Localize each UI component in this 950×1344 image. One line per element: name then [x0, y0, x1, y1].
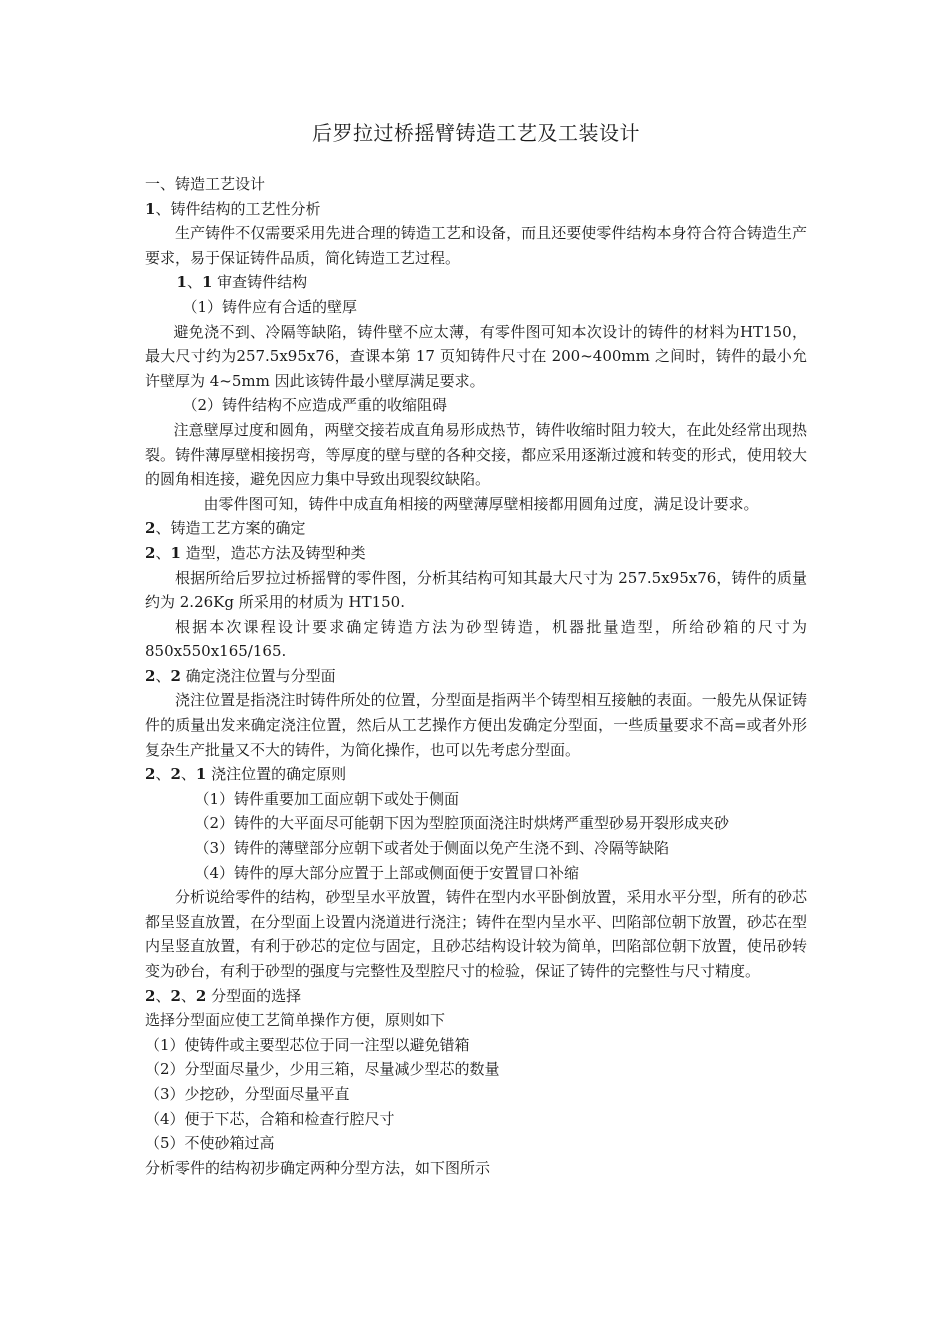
paragraph-parting-principles: 选择分型面应使工艺简单操作方便，原则如下 [145, 1011, 446, 1030]
heading-number: 2 [170, 666, 181, 685]
list-item: （1）铸件重要加工面应朝下或处于侧面 [194, 789, 460, 808]
paragraph-intro: 生产铸件不仅需要采用先进合理的铸造工艺和设备，而且还要使零件结构本身符合符合铸造生产要求，易于保证铸件品质，简化铸造工艺过程。 [145, 224, 807, 267]
heading-number: 2 [170, 986, 181, 1005]
heading-separator: 、 [180, 986, 196, 1005]
heading-separator: 、 [180, 765, 196, 784]
document-title: 后罗拉过桥摇臂铸造工艺及工装设计 [312, 121, 640, 145]
section-heading-1-1-1 [145, 270, 807, 295]
paragraph-analysis: 分析说给零件的结构，砂型呈水平放置，铸件在型内水平卧倒放置，采用水平分型，所有的砂芯都呈竖直放置，在分型面上设置内浇道进行浇注；铸件在型内呈水平、凹陷部位朝下放置，砂芯在型内呈竖直放置，有利于砂芯的定位与固定，且砂芯结构设计较为简单，凹陷部位朝下放置，使吊砂转变为砂台，有利于砂型的强度与完整性及型腔尺寸的检验，保证了铸件的完整性与尺寸精度。 [145, 888, 807, 980]
paragraph-casting-method: 根据本次课程设计要求确定铸造方法为砂型铸造，机器批量造型，所给砂箱的尺寸为 850x550x165/165. [145, 617, 807, 661]
heading-number: 1 [201, 273, 213, 292]
heading-number: 1 [176, 273, 187, 292]
list-item: （2）铸件的大平面尽可能朝下因为型腔顶面浇注时烘烤严重型砂易开裂形成夹砂 [194, 814, 730, 833]
heading-number: 1 [170, 543, 181, 562]
list-item-shrinkage: （2）铸件结构不应造成严重的收缩阻碍 [182, 396, 448, 415]
section-heading-2 [145, 516, 807, 541]
paragraph-conclusion: 由零件图可知，铸件中成直角相接的两壁薄厚壁相接都用圆角过度，满足设计要求。 [203, 494, 759, 513]
heading-number: 1 [195, 765, 207, 784]
heading-text: 浇注位置的确定原则 [206, 765, 347, 784]
list-item: （4）铸件的厚大部分应置于上部或侧面便于安置冒口补缩 [194, 863, 580, 882]
heading-number: 2 [145, 765, 156, 784]
heading-separator: 、 [155, 666, 171, 685]
section-heading-2-1 [145, 541, 807, 566]
list-item: （3）少挖砂，分型面尽量平直 [145, 1084, 350, 1103]
heading-number: 1 [145, 199, 156, 218]
heading-text: 分型面的选择 [206, 986, 302, 1005]
paragraph-part-dimensions: 根据所给后罗拉过桥摇臂的零件图，分析其结构可知其最大尺寸为 257.5x95x76，铸件的质量约为 2.26Kg 所采用的材质为 HT150. [145, 568, 807, 612]
heading-text: 、铸造工艺方案的确定 [155, 519, 306, 538]
section-heading-2-2-1 [145, 762, 807, 787]
paragraph-pouring-position: 浇注位置是指浇注时铸件所处的位置，分型面是指两半个铸型相互接触的表面。一般先从保证铸件的质量出发来确定浇注位置，然后从工艺操作方便出发确定分型面，一些质量要求不高=或者外形复杂生产批量又不大的铸件，为简化操作，也可以先考虑分型面。 [145, 691, 807, 759]
paragraph-wall-thickness: 避免浇不到、冷隔等缺陷，铸件壁不应太薄，有零件图可知本次设计的铸件的材料为HT150，最大尺寸约为257.5x95x76，查课本第 17 页知铸件尺寸在 200~400mm 之间时，铸件的最小允许壁厚为 4~5mm 因此该铸件最小壁厚满足要求。 [145, 322, 807, 390]
list-item: （2）分型面尽量少，少用三箱，尽量减少型芯的数量 [145, 1060, 500, 1079]
heading-separator: 、 [155, 765, 171, 784]
heading-number: 2 [170, 765, 181, 784]
list-item: （1）使铸件或主要型芯位于同一注型以避免错箱 [145, 1035, 470, 1054]
heading-number: 2 [145, 519, 156, 538]
heading-number: 2 [145, 666, 156, 685]
list-item-wall-thickness: （1）铸件应有合适的壁厚 [182, 297, 358, 316]
document-page [145, 118, 807, 1180]
heading-number: 2 [195, 986, 207, 1005]
heading-number: 2 [145, 986, 156, 1005]
heading-number: 2 [145, 543, 156, 562]
list-item: （3）铸件的薄壁部分应朝下或者处于侧面以免产生浇不到、冷隔等缺陷 [194, 839, 670, 858]
heading-text: 审查铸件结构 [212, 273, 308, 292]
heading-text: 、铸件结构的工艺性分析 [155, 199, 321, 218]
heading-separator: 、 [155, 986, 171, 1005]
heading-text: 确定浇注位置与分型面 [180, 666, 336, 685]
section-heading-2-2 [145, 664, 807, 689]
heading-text: 造型，造芯方法及铸型种类 [180, 543, 366, 562]
paragraph-figure-intro: 分析零件的结构初步确定两种分型方法，如下图所示 [145, 1158, 491, 1177]
section-heading-1-1 [145, 197, 807, 222]
paragraph-shrinkage: 注意壁厚过度和圆角，两壁交接若成直角易形成热节，铸件收缩时阻力较大，在此处经常出现热裂。铸件薄厚壁相接拐弯，等厚度的壁与壁的各种交接，都应采用逐渐过渡和转变的形式，使用较大的圆角相连接，避免因应力集中导致出现裂纹缺陷。 [145, 420, 807, 489]
heading-separator: 、 [186, 273, 202, 292]
heading-separator: 、 [155, 543, 171, 562]
section-heading-1: 一、铸造工艺设计 [145, 175, 266, 193]
list-item: （5）不使砂箱过高 [145, 1134, 275, 1153]
list-item: （4）便于下芯，合箱和检查行腔尺寸 [145, 1109, 395, 1128]
section-heading-2-2-2 [145, 984, 807, 1009]
